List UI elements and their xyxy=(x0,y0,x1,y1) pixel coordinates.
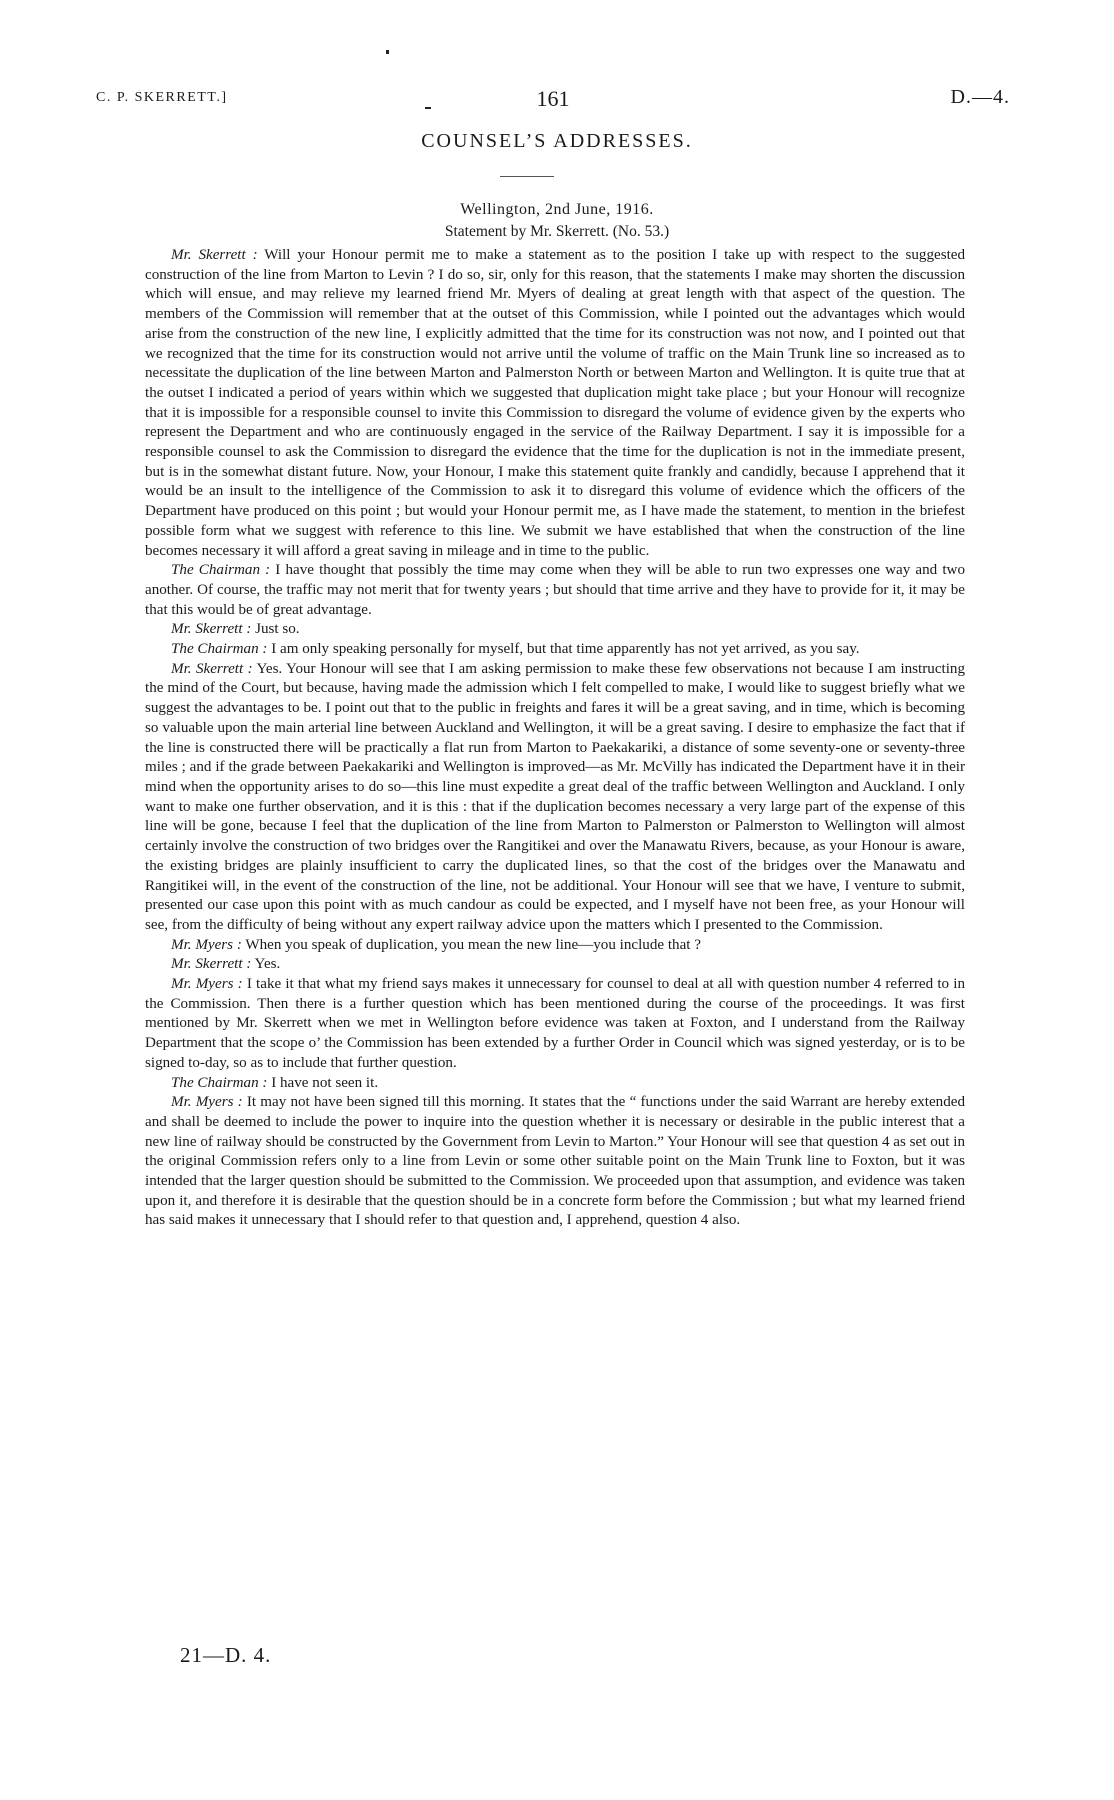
speaker-label: Mr. Myers : xyxy=(171,936,242,953)
speech-text: When you speak of duplication, you mean the new line—you include that ? xyxy=(241,936,701,953)
transcript-paragraph xyxy=(145,955,965,975)
speaker-label: Mr. Myers : xyxy=(171,1094,243,1111)
speech-text: I take it that what my friend says makes it unnecessary for counsel to deal at all with question number 4 referred to in the Commission. Then there is a further question which has been mentioned during the course of the proceedings. It was first mentioned by Mr. Skerrett when we met in Wellington before evidence was taken at Foxton, and I understand from the Railway Department that the scope o’ the Commission has been extended by a further Order in Council which was signed yesterday, or is to be signed to-day, so as to include that further question. xyxy=(145,976,965,1071)
transcript-paragraph xyxy=(145,1093,965,1231)
transcript-paragraph xyxy=(145,975,965,1074)
running-header xyxy=(96,86,1010,114)
statement-heading: Statement by Mr. Skerrett. (No. 53.) xyxy=(444,223,670,240)
speaker-label: Mr. Myers : xyxy=(171,976,243,993)
transcript-paragraph xyxy=(145,660,965,936)
dateline: Wellington, 2nd June, 1916. xyxy=(460,201,654,218)
speech-text: Will your Honour permit me to make a statement as to the position I take up with respect to the suggested construction of the line from Marton to Levin ? I do so, sir, only for this reason, that the statements I make may shorten the discussion which will ensue, and may relieve my learned friend Mr. Myers of dealing at great length with that aspect of the question. The members of the Commission will remember that at the outset of this Commission, while I pointed out the advantages which would arise from the construction of the new line, I explicitly admitted that the time for its construction was not now, and I pointed out that we recognized that the time for its construction would not arrive until the volume of traffic on the Main Trunk line so increased as to necessitate the duplication of the line between Marton and Palmerston North or between Marton and Wellington. It is quite true that at the outset I indicated a period of years within which we suggested that duplication might take place ; but your Honour will recognize that it is impossible for a responsible counsel to invite this Commission to disregard the volume of evidence given by the experts who represent the Department and who are continuously engaged in the service of the Railway Department. I say it is impossible for a responsible counsel to ask the Commission to disregard the evidence that the time for the duplication is not in the immediate present, but is in the somewhat distant future. Now, your Honour, I make this statement quite frankly and candidly, because I apprehend that it would be an insult to the intelligence of the Commission to ask it to disregard this volume of evidence which the officers of the Department have produced on this point ; but would your Honour permit me, as I have made the statement, to mention in the briefest possible form what we suggest with reference to this line. We submit we have established that when the construction of the line becomes necessary it will afford a great saving in mileage and in time to the public. xyxy=(145,247,966,559)
page-number: 161 xyxy=(536,86,570,111)
speech-text: I have not seen it. xyxy=(267,1074,379,1091)
speaker-label: Mr. Skerrett : xyxy=(171,660,253,677)
speaker-label: The Chairman : xyxy=(171,641,268,658)
ink-speck xyxy=(386,50,389,54)
speaker-label: Mr. Skerrett : xyxy=(171,956,252,973)
transcript-paragraph xyxy=(145,620,965,640)
speech-text: I am only speaking personally for myself, but that time apparently has not yet arrived, as you say. xyxy=(267,641,860,658)
speaker-label: The Chairman : xyxy=(171,562,271,579)
speech-text: I have thought that possibly the time may come when they will be able to run two expresses one way and two another. Of course, the traffic may not merit that for twenty years ; but should that time arrive and they have to provide for it, it may be that this would be of great advantage. xyxy=(145,562,966,618)
transcript-paragraph xyxy=(145,246,965,561)
speaker-label: The Chairman : xyxy=(171,1074,268,1091)
section-title: COUNSEL’S ADDRESSES. xyxy=(421,130,693,152)
transcript-body xyxy=(145,246,965,1231)
speaker-label: Mr. Skerrett : xyxy=(171,247,258,263)
speech-text: Yes. xyxy=(251,956,281,973)
transcript-paragraph xyxy=(145,1074,965,1094)
transcript-paragraph xyxy=(145,936,965,956)
document-reference: D.—4. xyxy=(950,86,1010,108)
signature-mark: 21—D. 4. xyxy=(180,1643,272,1667)
header-author: C. P. SKERRETT.] xyxy=(96,90,228,105)
speech-text: Just so. xyxy=(251,621,300,638)
title-divider xyxy=(500,176,554,177)
speaker-label: Mr. Skerrett : xyxy=(171,621,252,638)
transcript-paragraph xyxy=(145,561,965,620)
speech-text: Yes. Your Honour will see that I am asking permission to make these few observations not because I am instructing the mind of the Court, but because, having made the admission which I felt compelled to make, I would like to suggest briefly what we suggest the advantages to be. I point out that to the public in freights and fares it will be a great saving, and in time, which is becoming so valuable upon the main arterial line between Auckland and Wellington, it will be a great saving. I desire to emphasize the fact that if the line is constructed there will be practically a flat run from Marton to Paekakariki, a distance of some seventy-one or seventy-three miles ; and if the grade between Paekakariki and Wellington is improved—as Mr. McVilly has indicated the Department have it in their mind when the opportunity arises to do so—this line must expedite a great deal of the traffic between Wellington and Auckland. I only want to make one further observation, and it is this : that if the duplication becomes necessary a very large part of the expense of this line will be gone, because I feel that the duplication of the line from Marton to Palmerston or Palmerston to Wellington will almost certainly involve the construction of two bridges over the Rangitikei and over the Manawatu Rivers, because, as your Honour is aware, the existing bridges are plainly insufficient to carry the duplicated lines, so that the cost of the bridges over the Manawatu and Rangitikei will, in the event of the construction of the line, not be additional. Your Honour will see that we have, I venture to submit, presented our case upon this point with as much candour as could be expected, and I myself have not been free, as your Honour will see, from the difficulty of being without any expert railway advice upon the matters which I presented to the Commission. xyxy=(145,660,965,933)
speech-text: It may not have been signed till this morning. It states that the “ functions under the said Warrant are hereby extended and shall be deemed to include the power to inquire into the question whether it is necessary or desirable in the public interest that a new line of railway should be constructed by the Government from Levin to Marton.” Your Honour will see that question 4 as set out in the original Commission refers only to a line from Levin or some other suitable point on the Main Trunk line to Foxton, but it was intended that the larger question should be submitted to the Commission. We proceeded upon that assumption, and evidence was taken upon it, and therefore it is desirable that the question should be in a concrete form before the Commission ; but what my learned friend has said makes it unnecessary that I should refer to that question and, I apprehend, question 4 also. xyxy=(145,1094,966,1229)
transcript-paragraph xyxy=(145,640,965,660)
